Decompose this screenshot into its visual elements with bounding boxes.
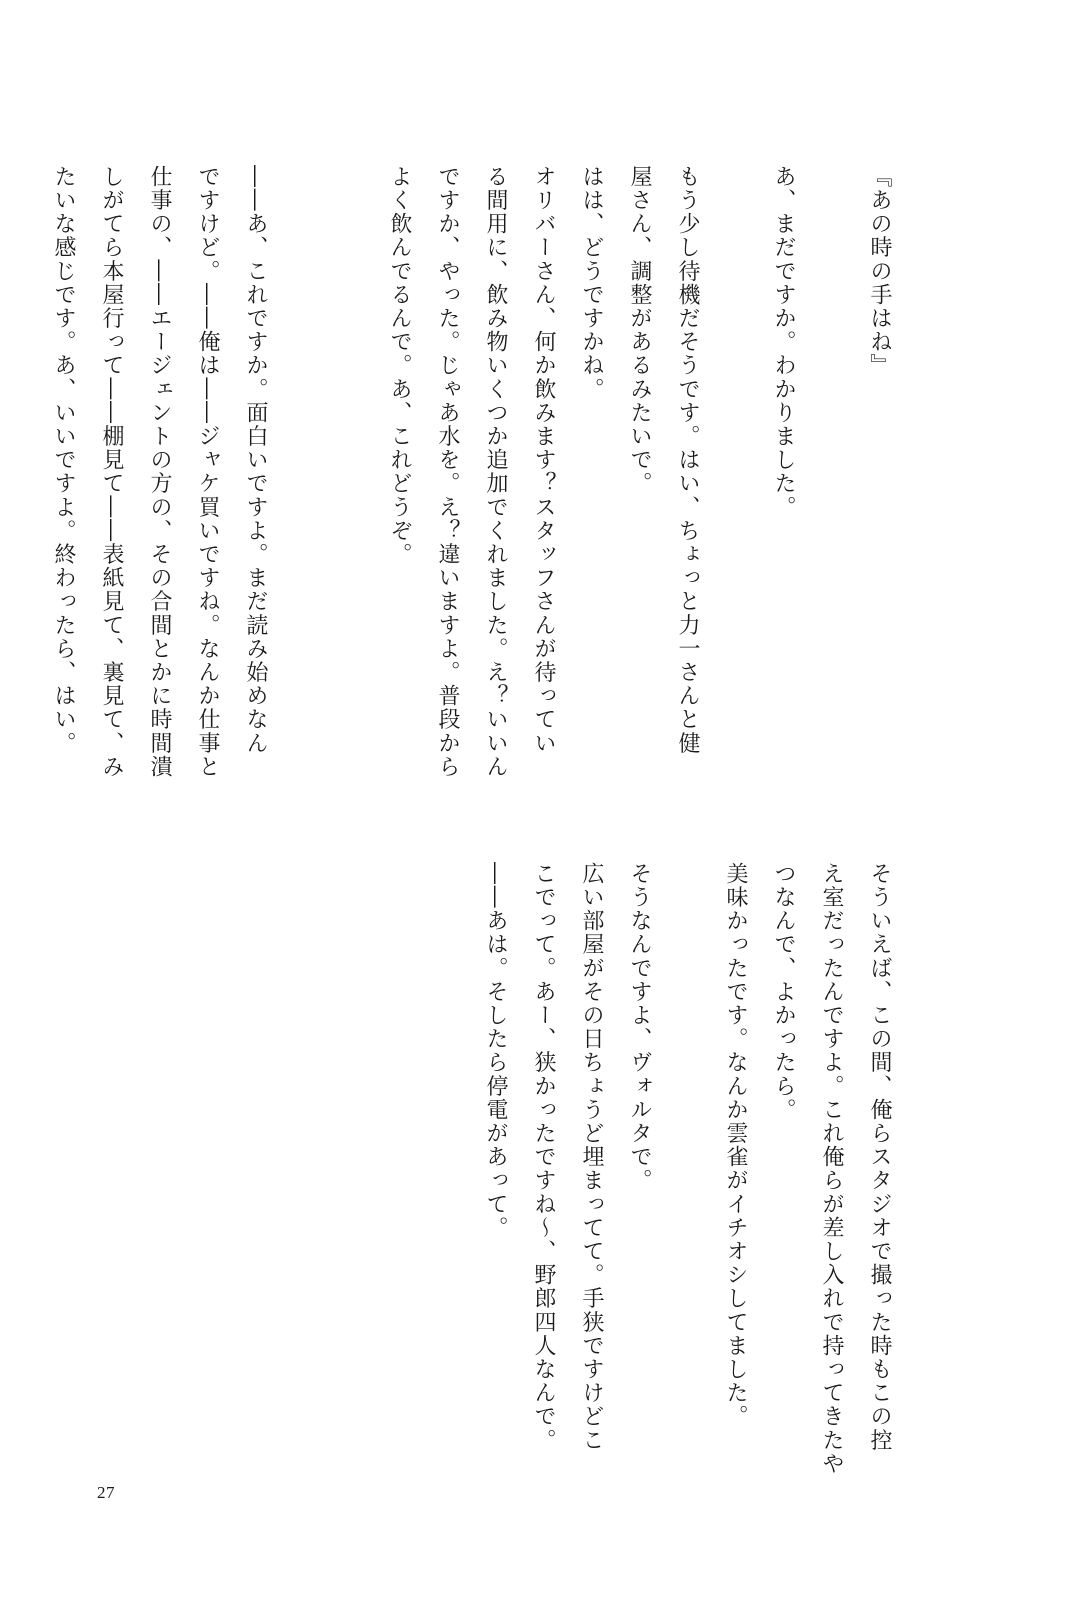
text-line: つなんで、よかったら。 [771,862,796,1122]
page-number: 27 [97,1483,115,1502]
text-line: ――あは。そしたら停電があって。 [483,862,508,1240]
text-line: ですけど。――俺は――ジャケ買いですね。なんか仕事と [195,165,220,779]
text-block-bottom [471,862,903,1476]
text-line: る間用に、飲み物いくつか追加でくれました。え？いいん [483,165,508,779]
blank-line [663,862,711,1472]
text-line: 仕事の、――エージェントの方の、その合間とかに時間潰 [147,165,172,779]
blank-line [279,165,327,805]
text-line: しがてら本屋行って――棚見て――表紙見て、裏見て、み [99,165,124,779]
text-block-top [39,165,903,805]
blank-line [711,165,759,805]
text-line: よく飲んでるんで。あ、これどうぞ。 [387,165,412,567]
text-line: ですか、やった。じゃあ水を。え？違いますよ。普段から [435,165,460,779]
text-line: もう少し待機だそうです。はい、ちょっと力一さんと健 [675,165,700,755]
blank-line [327,165,375,805]
text-line: 美味かったです。なんか雲雀がイチオシしてました。 [723,862,748,1429]
text-line: そういえば、この間、俺らスタジオで撮った時もこの控 [867,862,892,1452]
text-line: こでって。あー、狭かったですね～、野郎四人なんで。 [531,862,556,1452]
blank-line [807,165,855,805]
text-line: 『あの時の手はね』 [867,165,892,378]
text-line: そうなんですよ、ヴォルタで。 [627,862,652,1193]
text-line: え室だったんですよ。これ俺らが差し入れで持ってきたや [819,862,844,1476]
text-line: 屋さん、調整があるみたいで。 [627,165,652,496]
text-line: たいな感じです。あ、いいですよ。終わったら、はい。 [51,165,76,755]
text-line: 広い部屋がその日ちょうど埋まってて。手狭ですけどこ [579,862,604,1452]
text-line: あ、まだですか。わかりました。 [771,165,796,519]
text-line: はは、どうですかね。 [579,165,604,401]
text-line: オリバーさん、何か飲みます？スタッフさんが待ってい [531,165,556,755]
text-line: ――あ、これですか。面白いですよ。まだ読み始めなん [243,165,268,755]
